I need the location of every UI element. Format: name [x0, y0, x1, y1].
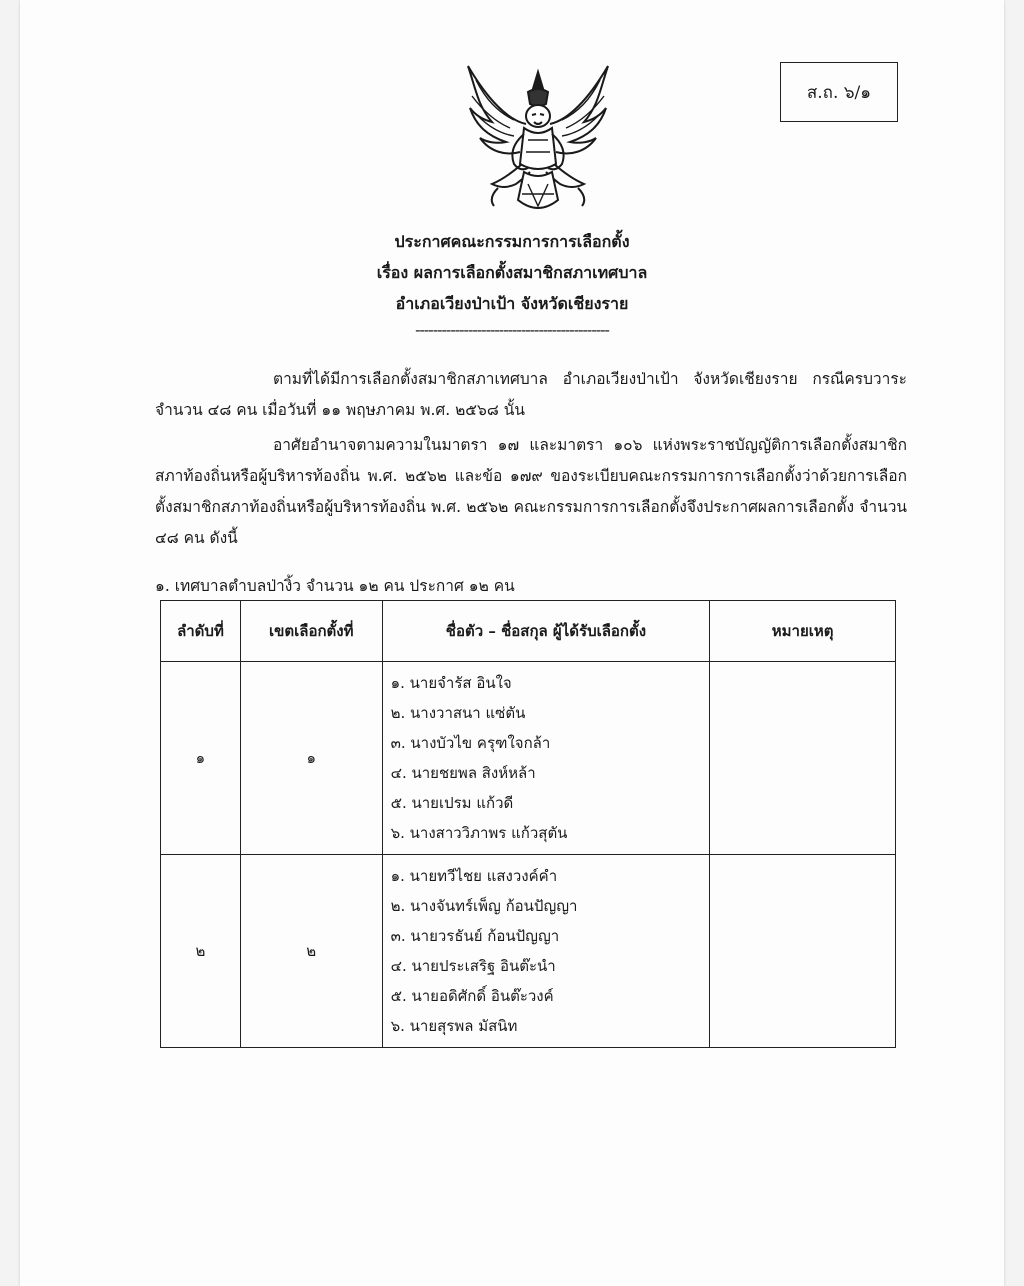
- list-item: ๕. นายอดิศักดิ์ อินต๊ะวงค์: [390, 987, 554, 1005]
- list-item: ๑. นายทวีไชย แสงวงค์คำ: [390, 867, 558, 885]
- cell-order: ๑: [161, 662, 241, 855]
- heading-location: อำเภอเวียงป่าเป้า จังหวัดเชียงราย: [395, 294, 629, 313]
- form-code: ส.ถ. ๖/๑: [806, 82, 872, 103]
- cell-remark: [710, 855, 896, 1048]
- paragraph-preamble: [155, 364, 907, 426]
- header-names: ชื่อตัว – ชื่อสกุล ผู้ได้รับเลือกตั้ง: [382, 601, 710, 662]
- list-item: ๓. นายวรธันย์ ก้อนปัญญา: [390, 927, 560, 945]
- cell-order: ๒: [161, 855, 241, 1048]
- announcement-heading: [0, 226, 1024, 341]
- cell-district: ๒: [240, 855, 382, 1048]
- header-remark: หมายเหตุ: [710, 601, 896, 662]
- section-heading: ๑. เทศบาลตำบลป่างิ้ว จำนวน ๑๒ คน ประกาศ ๑๒ คน: [155, 577, 515, 595]
- list-item: ๔. นายชยพล สิงห์หล้า: [390, 764, 536, 782]
- list-item: ๒. นางจันทร์เพ็ญ ก้อนปัญญา: [390, 897, 578, 915]
- results-table: [160, 600, 896, 1048]
- cell-names: [382, 855, 710, 1048]
- list-item: ๕. นายเปรม แก้วดี: [390, 794, 514, 812]
- list-item: ๖. นางสาววิภาพร แก้วสุตัน: [390, 824, 568, 842]
- list-item: ๓. นางบัวไข ครุฑใจกล้า: [390, 734, 551, 752]
- cell-names: [382, 662, 710, 855]
- table-row: [161, 662, 896, 855]
- heading-divider: --------------------------------------------: [415, 320, 609, 339]
- list-item: ๑. นายจำรัส อินใจ: [390, 674, 512, 692]
- garuda-emblem-icon: [458, 60, 618, 225]
- form-code-box: [780, 62, 898, 122]
- heading-subject: เรื่อง ผลการเลือกตั้งสมาชิกสภาเทศบาล: [376, 263, 648, 282]
- list-item: ๖. นายสุรพล มัสนิท: [390, 1017, 518, 1035]
- header-order: ลำดับที่: [161, 601, 241, 662]
- cell-district: ๑: [240, 662, 382, 855]
- table-header-row: [161, 601, 896, 662]
- header-district: เขตเลือกตั้งที่: [240, 601, 382, 662]
- table-row: [161, 855, 896, 1048]
- paragraph-authority-text: อาศัยอำนาจตามความในมาตรา ๑๗ และมาตรา ๑๐๖ แห่งพระราชบัญญัติการเลือกตั้งสมาชิกสภาท้องถิ่นหรือผู้บริหารท้องถิ่น พ.ศ. ๒๕๖๒ และข้อ ๑๗๙ ของระเบียบคณะกรรมการการเลือกตั้งว่าด้วยการเลือกตั้งสมาชิกสภาท้องถิ่นหรือผู้บริหารท้องถิ่น พ.ศ. ๒๕๖๒ คณะกรรมการการเลือกตั้งจึงประกาศผลการเลือกตั้ง จำนวน ๔๘ คน ดังนี้: [155, 436, 907, 547]
- paragraph-authority: [155, 430, 907, 554]
- list-item: ๒. นางวาสนา แซ่ตัน: [390, 704, 526, 722]
- cell-remark: [710, 662, 896, 855]
- heading-title: ประกาศคณะกรรมการการเลือกตั้ง: [394, 232, 630, 251]
- paragraph-preamble-text: ตามที่ได้มีการเลือกตั้งสมาชิกสภาเทศบาล อำเภอเวียงป่าเป้า จังหวัดเชียงราย กรณีครบวาระ จำนวน ๔๘ คน เมื่อวันที่ ๑๑ พฤษภาคม พ.ศ. ๒๕๖๘ นั้น: [155, 370, 907, 419]
- list-item: ๔. นายประเสริฐ อินต๊ะนำ: [390, 957, 556, 975]
